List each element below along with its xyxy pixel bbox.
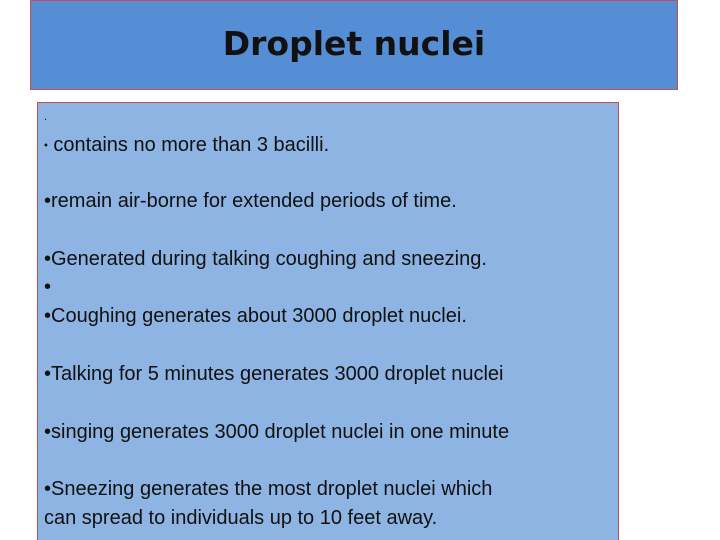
title-banner: [30, 0, 678, 90]
bullet-sneezing-continued: can spread to individuals up to 10 feet away.: [44, 507, 438, 529]
bullet-talking: •Talking for 5 minutes generates 3000 droplet nuclei: [44, 363, 504, 385]
bullet-sneezing: •Sneezing generates the most droplet nuclei which: [44, 478, 493, 500]
slide-title: Droplet nuclei: [222, 23, 486, 63]
bullet-generated: •Generated during talking coughing and sneezing.: [44, 248, 487, 270]
bullet-bacilli: [44, 133, 329, 158]
bullet-coughing: •Coughing generates about 3000 droplet nuclei.: [44, 305, 467, 327]
bullet-marker: •: [44, 139, 48, 152]
content-box: [37, 102, 619, 540]
bullet-bacilli-text: [44, 134, 329, 156]
bullet-singing: •singing generates 3000 droplet nuclei in one minute: [44, 421, 510, 443]
bullet-empty: •: [44, 276, 52, 298]
bullet-airborne: •remain air-borne for extended periods of time.: [44, 190, 457, 212]
bullet-stray-dot: .: [44, 111, 48, 123]
bullet-bacilli-body: contains no more than 3 bacilli.: [47, 134, 330, 156]
